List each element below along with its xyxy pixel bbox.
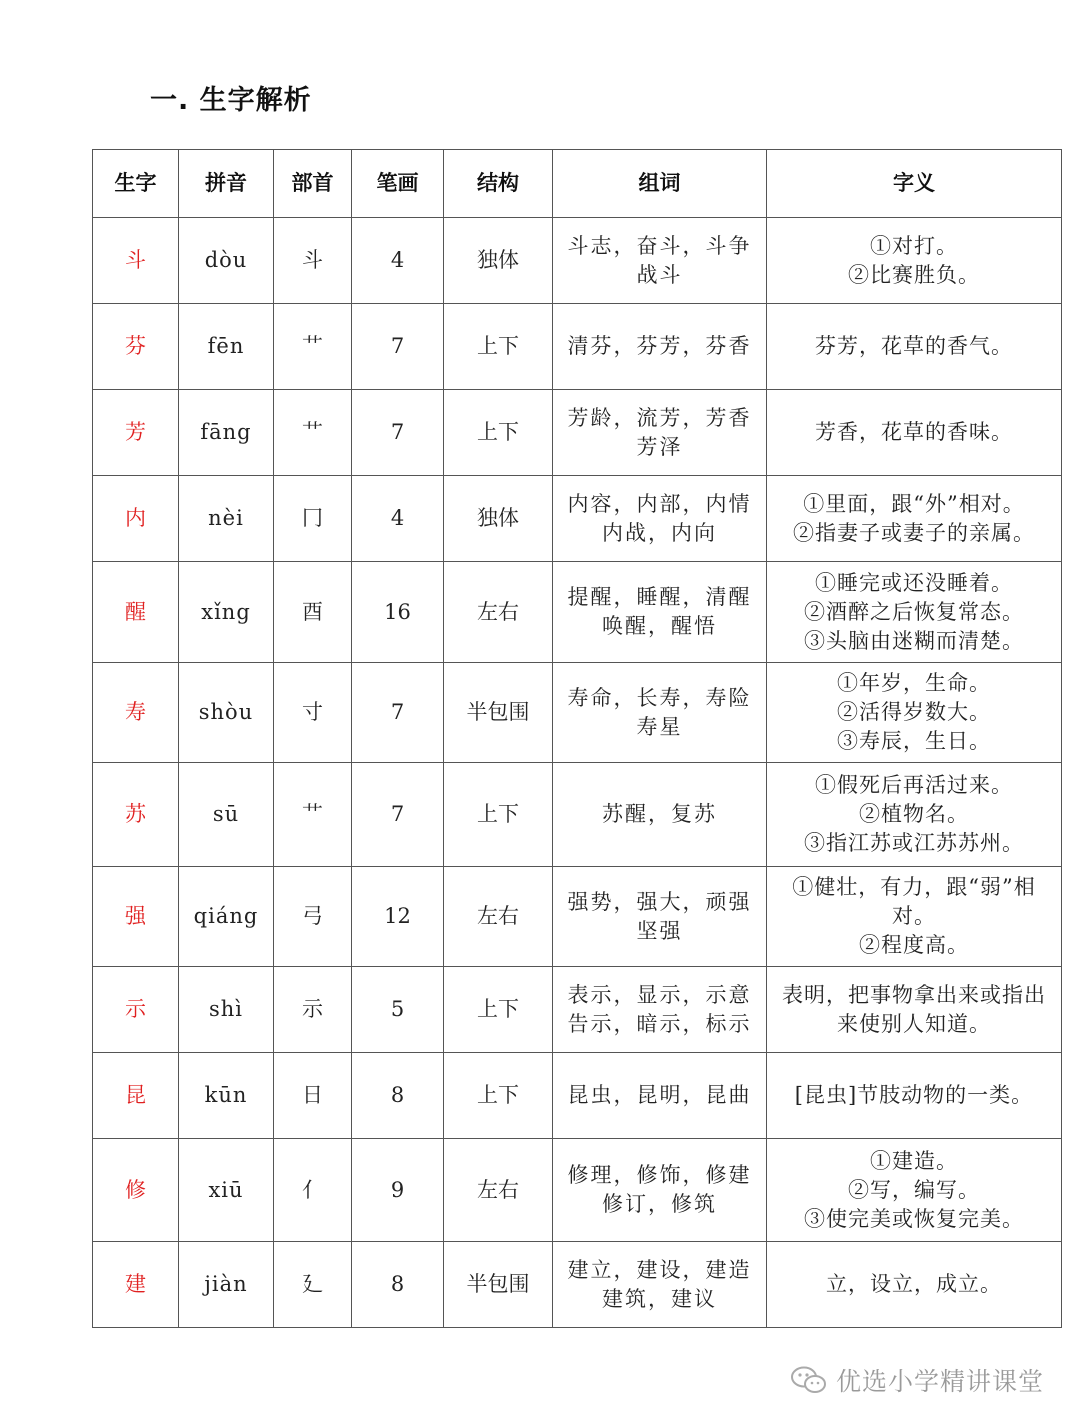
cell-strokes: 12 xyxy=(352,867,444,967)
cell-strokes: 4 xyxy=(352,218,444,304)
cell-pinyin: jiàn xyxy=(179,1242,274,1328)
cell-char: 斗 xyxy=(93,218,179,304)
cell-structure: 独体 xyxy=(444,218,553,304)
words-line: 内容，内部，内情 xyxy=(567,491,752,516)
character-table xyxy=(92,149,1062,1328)
meaning-line: ①年岁，生命。 xyxy=(837,671,991,695)
cell-pinyin: xǐng xyxy=(179,562,274,663)
cell-structure: 上下 xyxy=(444,304,553,390)
table-row xyxy=(93,867,1062,967)
cell-structure: 左右 xyxy=(444,562,553,663)
meaning-line: ③使完美或恢复完美。 xyxy=(804,1206,1024,1231)
cell-char: 醒 xyxy=(93,562,179,663)
cell-structure: 独体 xyxy=(444,476,553,562)
wechat-icon xyxy=(790,1365,828,1395)
cell-strokes: 8 xyxy=(352,1053,444,1139)
words-line: 芳泽 xyxy=(636,434,683,459)
meaning-line: ②酒醉之后恢复常态。 xyxy=(804,599,1024,624)
cell-radical: 冂 xyxy=(274,476,352,562)
cell-radical: 寸 xyxy=(274,663,352,763)
meaning-line: ②比赛胜负。 xyxy=(848,262,980,287)
meaning-line: 芳香，花草的香味。 xyxy=(815,420,1013,444)
cell-words xyxy=(553,663,767,763)
words-line: 寿命，长寿，寿险 xyxy=(567,685,752,710)
header-strokes: 笔画 xyxy=(352,150,444,218)
cell-strokes: 16 xyxy=(352,562,444,663)
cell-radical: 示 xyxy=(274,967,352,1053)
cell-radical: 艹 xyxy=(274,304,352,390)
cell-words xyxy=(553,1242,767,1328)
table-row xyxy=(93,663,1062,763)
table-body xyxy=(93,218,1062,1328)
table-row xyxy=(93,1242,1062,1328)
meaning-line: ①对打。 xyxy=(870,233,958,258)
cell-strokes: 5 xyxy=(352,967,444,1053)
cell-char: 昆 xyxy=(93,1053,179,1139)
cell-words xyxy=(553,476,767,562)
words-line: 昆虫，昆明，昆曲 xyxy=(567,1083,752,1107)
cell-char: 示 xyxy=(93,967,179,1053)
cell-meaning xyxy=(767,663,1062,763)
cell-pinyin: dòu xyxy=(179,218,274,304)
table-row xyxy=(93,1139,1062,1242)
cell-char: 强 xyxy=(93,867,179,967)
cell-structure: 上下 xyxy=(444,1053,553,1139)
words-line: 斗志，奋斗，斗争 xyxy=(567,233,752,258)
header-structure: 结构 xyxy=(444,150,553,218)
cell-char: 芬 xyxy=(93,304,179,390)
cell-words xyxy=(553,763,767,867)
cell-words xyxy=(553,562,767,663)
words-line: 苏醒，复苏 xyxy=(602,802,717,826)
watermark-text: 优选小学精讲课堂 xyxy=(835,1367,1044,1396)
cell-radical: 廴 xyxy=(274,1242,352,1328)
cell-strokes: 8 xyxy=(352,1242,444,1328)
words-line: 提醒，睡醒，清醒 xyxy=(567,585,752,609)
cell-radical: 弓 xyxy=(274,867,352,967)
cell-radical: 亻 xyxy=(274,1139,352,1242)
cell-meaning xyxy=(767,763,1062,867)
cell-radical: 艹 xyxy=(274,763,352,867)
meaning-line: 对。 xyxy=(892,904,936,928)
cell-pinyin: fēn xyxy=(179,304,274,390)
words-line: 坚强 xyxy=(636,918,683,943)
cell-strokes: 7 xyxy=(352,304,444,390)
cell-words xyxy=(553,1053,767,1139)
cell-radical: 酉 xyxy=(274,562,352,663)
cell-pinyin: sū xyxy=(179,763,274,867)
cell-meaning xyxy=(767,476,1062,562)
header-radical: 部首 xyxy=(274,150,352,218)
cell-char: 芳 xyxy=(93,390,179,476)
cell-char: 建 xyxy=(93,1242,179,1328)
meaning-line: ③寿辰，生日。 xyxy=(837,729,991,753)
meaning-line: 来使别人知道。 xyxy=(837,1011,991,1036)
watermark xyxy=(790,1362,1044,1398)
words-line: 修订，修筑 xyxy=(602,1192,717,1216)
cell-char: 寿 xyxy=(93,663,179,763)
meaning-line: ①里面，跟“外”相对。 xyxy=(803,491,1025,516)
meaning-line: ①假死后再活过来。 xyxy=(815,773,1013,797)
meaning-line: 立，设立，成立。 xyxy=(826,1272,1002,1296)
table-row xyxy=(93,218,1062,304)
cell-structure: 左右 xyxy=(444,1139,553,1242)
words-line: 唤醒，醒悟 xyxy=(602,614,717,638)
cell-pinyin: fāng xyxy=(179,390,274,476)
meaning-line: 芬芳，花草的香气。 xyxy=(815,334,1013,358)
words-line: 告示，暗示，标示 xyxy=(567,1011,752,1036)
section-title: 一. 生字解析 xyxy=(150,85,312,116)
words-line: 战斗 xyxy=(636,262,683,287)
table-header-row xyxy=(93,150,1062,218)
table-row xyxy=(93,967,1062,1053)
cell-strokes: 7 xyxy=(352,663,444,763)
header-words: 组词 xyxy=(553,150,767,218)
cell-structure: 左右 xyxy=(444,867,553,967)
table-row xyxy=(93,304,1062,390)
meaning-line: ①健壮，有力，跟“弱”相 xyxy=(792,875,1036,899)
cell-meaning xyxy=(767,390,1062,476)
words-line: 修理，修饰，修建 xyxy=(567,1163,752,1187)
meaning-line: ①建造。 xyxy=(870,1148,958,1173)
words-line: 清芬，芬芳，芬香 xyxy=(567,334,752,358)
table-row xyxy=(93,763,1062,867)
cell-char: 修 xyxy=(93,1139,179,1242)
cell-strokes: 4 xyxy=(352,476,444,562)
cell-meaning xyxy=(767,967,1062,1053)
header-meaning: 字义 xyxy=(767,150,1062,218)
cell-meaning xyxy=(767,867,1062,967)
cell-meaning xyxy=(767,1053,1062,1139)
meaning-line: ②指妻子或妻子的亲属。 xyxy=(793,520,1035,545)
meaning-line: ③头脑由迷糊而清楚。 xyxy=(804,628,1024,653)
table-row xyxy=(93,390,1062,476)
cell-words xyxy=(553,304,767,390)
cell-meaning xyxy=(767,218,1062,304)
meaning-line: ③指江苏或江苏苏州。 xyxy=(804,831,1024,855)
words-line: 寿星 xyxy=(636,714,683,739)
cell-pinyin: kūn xyxy=(179,1053,274,1139)
cell-words xyxy=(553,1139,767,1242)
cell-pinyin: shòu xyxy=(179,663,274,763)
cell-pinyin: nèi xyxy=(179,476,274,562)
cell-pinyin: shì xyxy=(179,967,274,1053)
cell-meaning xyxy=(767,562,1062,663)
header-char: 生字 xyxy=(93,150,179,218)
meaning-line: ①睡完或还没睡着。 xyxy=(815,570,1013,595)
meaning-line: 表明，把事物拿出来或指出 xyxy=(782,982,1046,1007)
meaning-line: ②活得岁数大。 xyxy=(837,700,991,724)
cell-strokes: 7 xyxy=(352,763,444,867)
cell-radical: 艹 xyxy=(274,390,352,476)
cell-strokes: 7 xyxy=(352,390,444,476)
cell-structure: 上下 xyxy=(444,390,553,476)
cell-structure: 半包围 xyxy=(444,1242,553,1328)
table-row xyxy=(93,476,1062,562)
words-line: 内战，内向 xyxy=(602,520,717,545)
words-line: 芳龄，流芳，芳香 xyxy=(567,405,752,430)
cell-pinyin: qiáng xyxy=(179,867,274,967)
cell-radical: 斗 xyxy=(274,218,352,304)
table-row xyxy=(93,562,1062,663)
cell-words xyxy=(553,218,767,304)
meaning-line: [昆虫]节肢动物的一类。 xyxy=(794,1083,1034,1107)
cell-meaning xyxy=(767,1242,1062,1328)
cell-meaning xyxy=(767,304,1062,390)
cell-structure: 半包围 xyxy=(444,663,553,763)
words-line: 建筑，建议 xyxy=(602,1286,717,1311)
cell-char: 内 xyxy=(93,476,179,562)
table-row xyxy=(93,1053,1062,1139)
cell-words xyxy=(553,967,767,1053)
cell-pinyin: xiū xyxy=(179,1139,274,1242)
cell-structure: 上下 xyxy=(444,967,553,1053)
cell-radical: 日 xyxy=(274,1053,352,1139)
meaning-line: ②植物名。 xyxy=(859,802,969,826)
cell-words xyxy=(553,390,767,476)
header-pinyin: 拼音 xyxy=(179,150,274,218)
cell-strokes: 9 xyxy=(352,1139,444,1242)
meaning-line: ②写，编写。 xyxy=(848,1177,980,1202)
cell-words xyxy=(553,867,767,967)
cell-meaning xyxy=(767,1139,1062,1242)
words-line: 建立，建设，建造 xyxy=(567,1257,752,1282)
words-line: 表示，显示，示意 xyxy=(567,982,752,1007)
meaning-line: ②程度高。 xyxy=(859,933,969,957)
words-line: 强势，强大，顽强 xyxy=(567,889,752,914)
cell-structure: 上下 xyxy=(444,763,553,867)
cell-char: 苏 xyxy=(93,763,179,867)
